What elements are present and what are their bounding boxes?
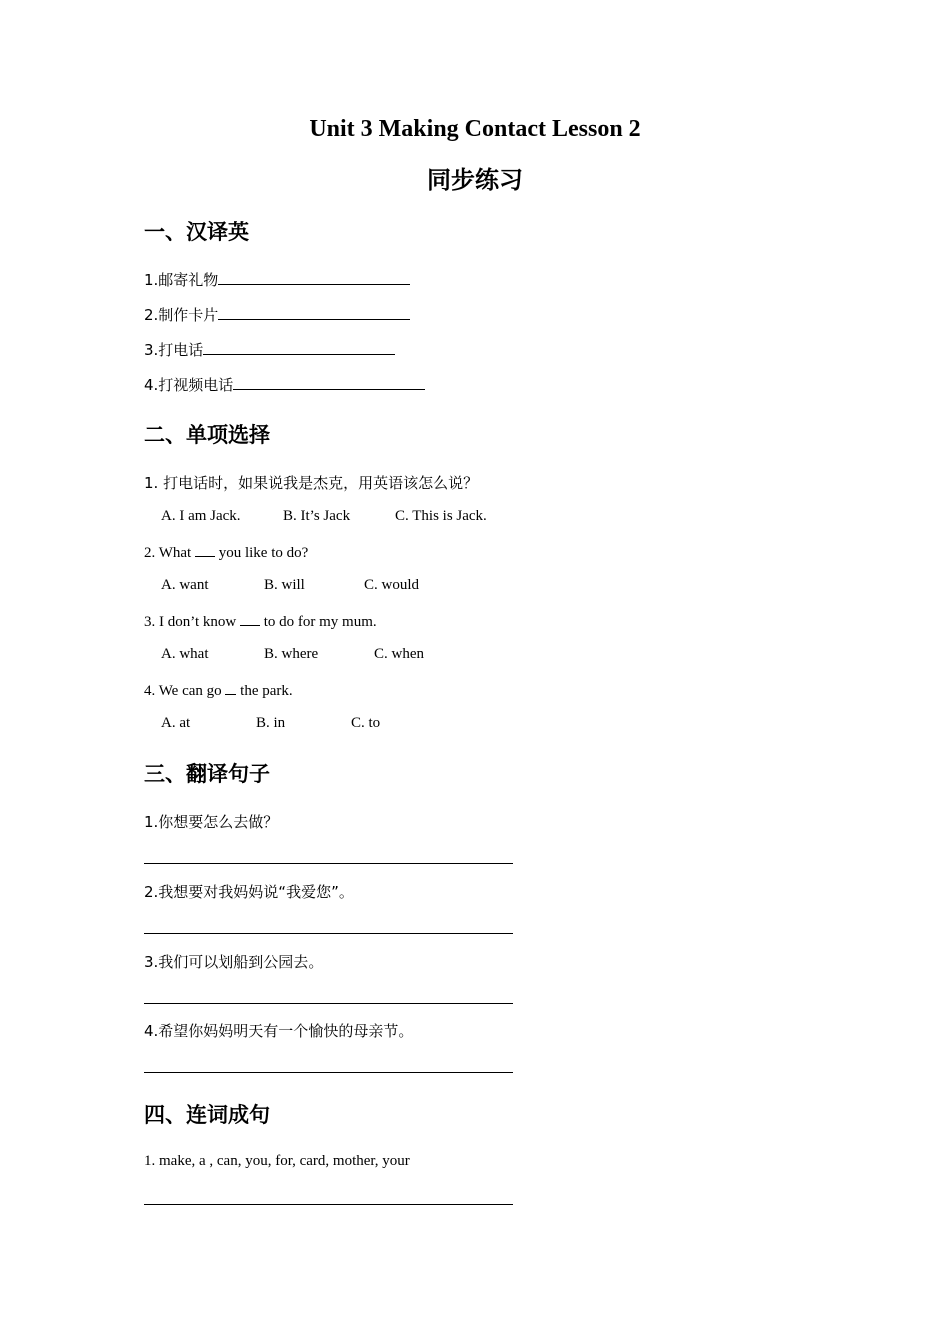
s2-q3-stem-post: to do for my mum.	[263, 614, 377, 630]
s2-q4-option-c[interactable]: C. to	[351, 715, 381, 731]
s1-item-2-blank[interactable]	[218, 305, 410, 320]
section2-heading: 二、单项选择	[144, 423, 270, 447]
s3-item-3-answer-line[interactable]	[144, 1003, 513, 1004]
s1-item-1-text: 1.邮寄礼物	[144, 271, 219, 289]
s2-q3-blank[interactable]	[240, 611, 260, 626]
s2-q3-option-a[interactable]: A. what	[161, 646, 209, 662]
s1-item-1	[144, 269, 410, 290]
s2-q2-option-c[interactable]: C. would	[364, 577, 420, 593]
page-subtitle: 同步练习	[427, 166, 523, 194]
s2-q2-option-b[interactable]: B. will	[264, 577, 305, 593]
s3-item-3-text: 3.我们可以划船到公园去。	[144, 953, 324, 971]
s3-item-4-text: 4.希望你妈妈明天有一个愉快的母亲节。	[144, 1022, 414, 1040]
s2-q1-stem	[144, 472, 478, 493]
s2-q3-option-c[interactable]: C. when	[374, 646, 424, 662]
s2-q3-stem	[144, 611, 377, 631]
s2-q3-option-b[interactable]: B. where	[264, 646, 319, 662]
s3-item-3	[144, 951, 323, 972]
s2-q1-option-a[interactable]: A. I am Jack.	[161, 508, 241, 524]
s1-item-1-blank[interactable]	[218, 270, 410, 285]
s3-item-1-answer-line[interactable]	[144, 863, 513, 864]
s2-q2-option-a[interactable]: A. want	[161, 577, 209, 593]
s2-q2-stem-post: you like to do?	[218, 545, 309, 561]
s1-item-4-blank[interactable]	[233, 375, 425, 390]
s2-q4-stem	[144, 680, 293, 700]
s2-q1-stem-text: 1. 打电话时，如果说我是杰克，用英语该怎么说？	[144, 474, 479, 492]
s3-item-1	[144, 811, 278, 832]
s3-item-1-text: 1.你想要怎么去做？	[144, 813, 279, 831]
s4-item-1: 1. make, a , can, you, for, card, mother, your	[144, 1153, 410, 1169]
s1-item-2-text: 2.制作卡片	[144, 306, 219, 324]
s1-item-4	[144, 374, 425, 395]
s1-item-4-text: 4.打视频电话	[144, 376, 234, 394]
s2-q4-blank[interactable]	[225, 680, 236, 695]
s3-item-2-text: 2.我想要对我妈妈说“我爱您”。	[144, 883, 354, 901]
s2-q2-stem	[144, 542, 308, 562]
s2-q1-option-c[interactable]: C. This is Jack.	[395, 508, 487, 524]
section1-heading: 一、汉译英	[144, 220, 249, 244]
s2-q4-option-a[interactable]: A. at	[161, 715, 191, 731]
section3-heading: 三、翻译句子	[144, 762, 270, 786]
page-title: Unit 3 Making Contact Lesson 2	[309, 116, 641, 142]
s1-item-3-text: 3.打电话	[144, 341, 204, 359]
s2-q2-stem-pre: 2. What	[144, 545, 192, 561]
s2-q1-option-b[interactable]: B. It’s Jack	[283, 508, 351, 524]
s3-item-4-answer-line[interactable]	[144, 1072, 513, 1073]
s1-item-3	[144, 339, 395, 360]
s2-q4-stem-pre: 4. We can go	[144, 683, 222, 699]
s2-q4-stem-post: the park.	[240, 683, 293, 699]
s1-item-2	[144, 304, 410, 325]
s2-q4-option-b[interactable]: B. in	[256, 715, 286, 731]
s3-item-4	[144, 1020, 413, 1041]
section4-heading: 四、连词成句	[144, 1103, 270, 1127]
s4-item-1-answer-line[interactable]	[144, 1204, 513, 1205]
s3-item-2	[144, 881, 354, 902]
s2-q3-stem-pre: 3. I don’t know	[144, 614, 237, 630]
s1-item-3-blank[interactable]	[203, 340, 395, 355]
s2-q2-blank[interactable]	[195, 542, 215, 557]
s3-item-2-answer-line[interactable]	[144, 933, 513, 934]
